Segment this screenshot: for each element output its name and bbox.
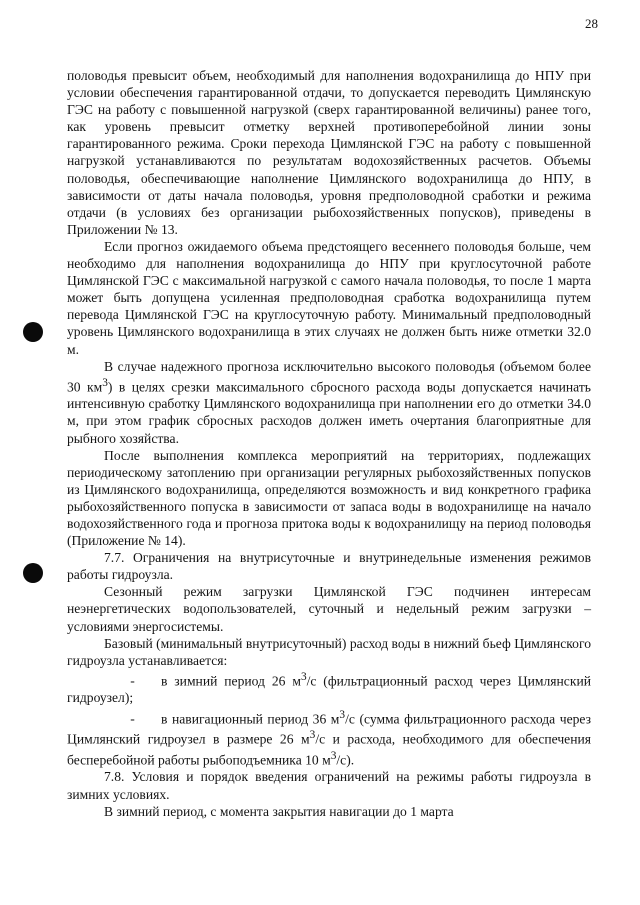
- punch-hole-top: [23, 322, 43, 342]
- list-dash: -: [130, 711, 135, 727]
- section-heading-7-8: 7.8. Условия и порядок введения ограничений на режимы работы гидроузла в зимних условиях.: [67, 769, 591, 802]
- paragraph-fish-releases: После выполнения комплекса мероприятий на территориях, подлежащих периодическому затоплению при организации регулярных рыбохозяйственных попусков из Цимлянского водохранилища, определяются возможность и вид конкретного графика рыбохозяйственного попуска в зависимости от запаса воды в водохранилище на начало водохозяйственного года и прогноза притока воды к водохранилищу на период половодья (Приложение № 14).: [67, 447, 591, 549]
- paragraph-winter-period: В зимний период, с момента закрытия навигации до 1 марта: [104, 803, 454, 819]
- paragraph-high-flood: [67, 358, 591, 447]
- list-item-winter: [67, 669, 591, 707]
- paragraph-seasonal-mode: Сезонный режим загрузки Цимлянской ГЭС подчинен интересам неэнергетических водопользователей, суточный и недельный режим загрузки – условиями энергосистемы.: [67, 584, 591, 634]
- section-heading-7-7: 7.7. Ограничения на внутрисуточные и внутринедельные изменения режимов работы гидроузла.: [67, 550, 591, 583]
- list-dash: -: [130, 673, 135, 689]
- paragraph-continuation: половодья превысит объем, необходимый для наполнения водохранилища до НПУ при условии обеспечения гарантированной отдачи, то допускается переводить Цимлянскую ГЭС на работу с повышенной нагрузкой (сверх гарантированной величины) ранее того, как уровень превысит отметку верхней противоперебойной линии зоны гарантированного режима. Сроки перехода Цимлянской ГЭС на работу с повышенной нагрузкой устанавливаются по результатам водохозяйственных расчетов. Объемы половодья, обеспечивающие наполнение Цимлянского водохранилища до НПУ, в зависимости от даты начала половодья, уровня предполоводной сработки и режима отдачи (в условиях без организации рыбохозяйственных попусков), приведены в Приложении № 13.: [67, 68, 591, 237]
- document-text: [67, 67, 591, 820]
- superscript: 3: [300, 670, 307, 683]
- paragraph-base-discharge: Базовый (минимальный внутрисуточный) расход воды в нижний бьеф Цимлянского гидроузла устанавливается:: [67, 635, 591, 668]
- list-text: /с и расхода, необходимого для обеспечения бесперебойной работы рыбоподъемника 10 м: [67, 731, 591, 768]
- punch-hole-bottom: [23, 563, 43, 583]
- list-text: /с (фильтрационный расход через Цимлянский гидроузел);: [67, 673, 591, 706]
- superscript: 3: [309, 729, 316, 742]
- superscript: 3: [330, 749, 337, 762]
- paragraph-text: ) в целях срезки максимального сбросного расхода воды допускается начинать интенсивную сработку Цимлянского водохранилища при наполнении его до отметки 34.0 м, при этом график сбросных расходов должен иметь очертания благоприятные для рыбного хозяйства.: [67, 379, 591, 446]
- list-text: /с).: [336, 752, 355, 768]
- list-text: в зимний период 26 м: [161, 673, 301, 689]
- superscript: 3: [339, 708, 346, 721]
- list-text: /с (сумма фильтрационного расхода через Цимлянский гидроузел в размере 26 м: [67, 711, 591, 747]
- page-number: 28: [585, 16, 598, 31]
- superscript: 3: [102, 376, 108, 389]
- list-text: в навигационный период 36 м: [161, 711, 340, 727]
- paragraph-forecast: Если прогноз ожидаемого объема предстоящего весеннего половодья больше, чем необходимо для наполнения водохранилища до НПУ при круглосуточной работе Цимлянской ГЭС с максимальной нагрузкой с самого начала половодья, то после 1 марта может быть допущена усиленная предполоводная сработка водохранилища путем перевода Цимлянской ГЭС на круглосуточную работу. Минимальный предполоводный уровень Цимлянского водохранилища в этих случаях не должен быть ниже отметки 32.0 м.: [67, 238, 591, 357]
- list-item-navigation: [67, 707, 591, 769]
- paragraph-text: В случае надежного прогноза исключительно высокого половодья (объемом более 30 км: [67, 358, 591, 395]
